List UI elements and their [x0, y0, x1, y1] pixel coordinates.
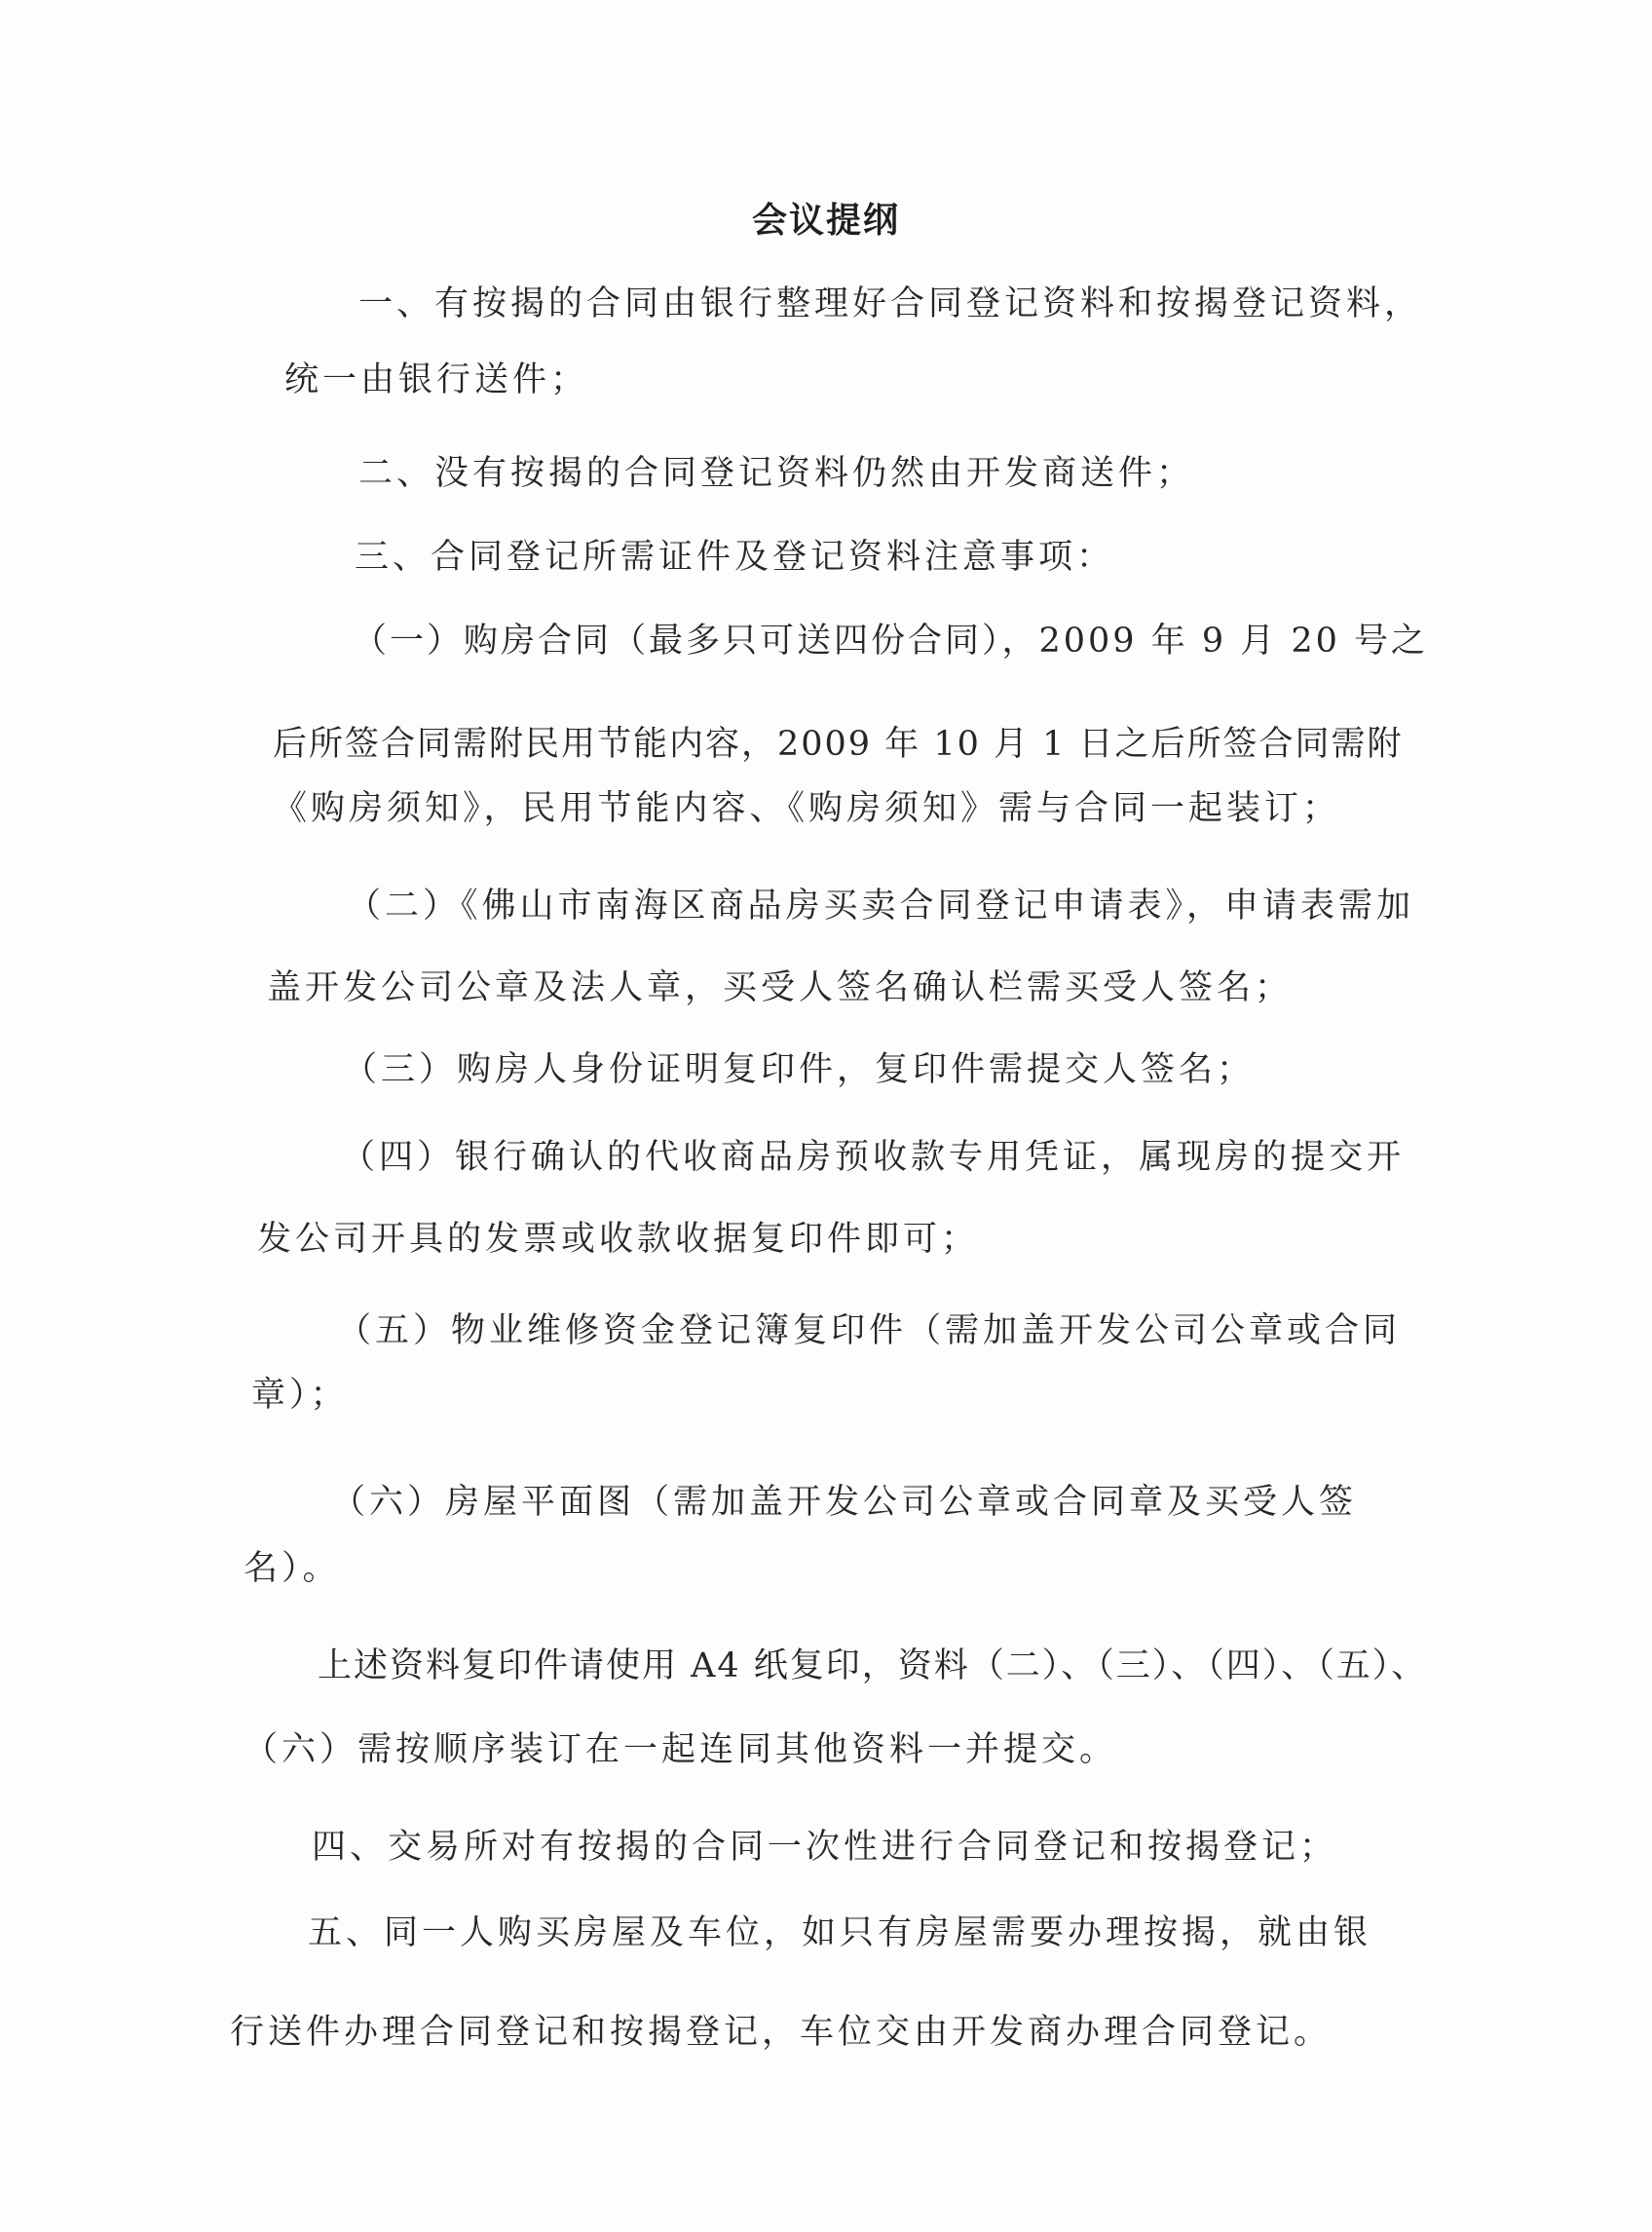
sub-item-3-line-1: （三）购房人身份证明复印件，复印件需提交人签名；: [343, 1050, 1256, 1089]
sub-item-2-line-1: （二）《佛山市南海区商品房买卖合同登记申请表》，申请表需加: [347, 887, 1415, 926]
item-1-line-1: 一、有按揭的合同由银行整理好合同登记资料和按揭登记资料，: [358, 284, 1423, 323]
item-3-line-1: 三、合同登记所需证件及登记资料注意事项：: [355, 538, 1115, 577]
item-2-line-1: 二、没有按揭的合同登记资料仍然由开发商送件；: [358, 454, 1195, 493]
sub-item-6-line-1: （六）房屋平面图（需加盖开发公司公章或合同章及买受人签: [331, 1483, 1358, 1522]
item-5-line-2: 行送件办理合同登记和按揭登记，车位交由开发商办理合同登记。: [230, 2013, 1333, 2052]
item-4-line-1: 四、交易所对有按揭的合同一次性进行合同登记和按揭登记；: [312, 1828, 1338, 1867]
sub-item-2-line-2: 盖开发公司公章及法人章，买受人签名确认栏需买受人签名；: [267, 968, 1294, 1007]
sub-item-1-line-3: 《购房须知》，民用节能内容、《购房须知》需与合同一起装订；: [273, 789, 1341, 828]
item-1-line-2: 统一由银行送件；: [284, 360, 589, 399]
sub-item-1-line-2: 后所签合同需附民用节能内容，2009 年 10 月 1 日之后所签合同需附: [273, 725, 1404, 764]
item-5-line-1: 五、同一人购买房屋及车位，如只有房屋需要办理按揭，就由银: [308, 1913, 1372, 1952]
sub-item-6-line-2: 名）。: [244, 1549, 341, 1588]
sub-item-5-line-2: 章）；: [251, 1376, 349, 1415]
sub-item-4-line-2: 发公司开具的发票或收款收据复印件即可；: [257, 1220, 980, 1259]
document-title: 会议提纲: [751, 200, 900, 241]
note-line-2: （六）需按顺序装订在一起连同其他资料一并提交。: [244, 1730, 1118, 1769]
sub-item-1-line-1: （一）购房合同（最多只可送四份合同），2009 年 9 月 20 号之: [353, 622, 1429, 661]
note-line-1: 上述资料复印件请使用 A4 纸复印，资料（二）、（三）、（四）、（五）、: [318, 1646, 1428, 1685]
sub-item-5-line-1: （五）物业维修资金登记簿复印件（需加盖开发公司公章或合同: [337, 1311, 1402, 1350]
sub-item-4-line-1: （四）银行确认的代收商品房预收款专用凭证，属现房的提交开: [341, 1138, 1406, 1177]
